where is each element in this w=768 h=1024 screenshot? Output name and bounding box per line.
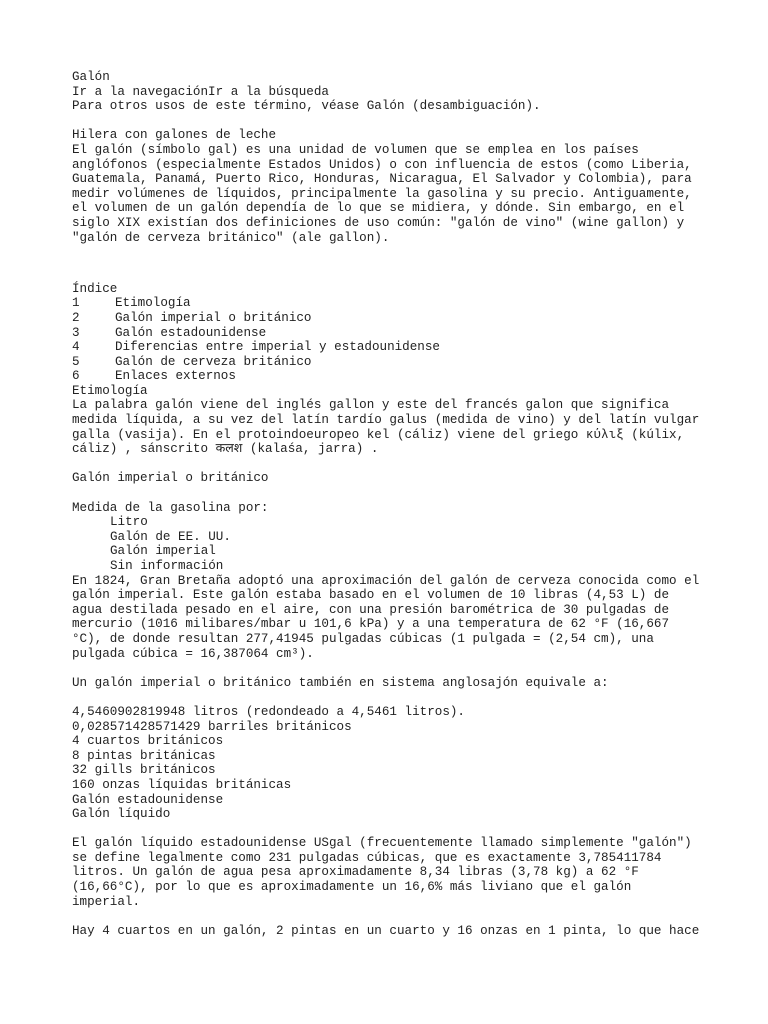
equivalence-item: 8 pintas británicas [72, 748, 216, 763]
toc-label[interactable]: Galón imperial o británico [115, 310, 312, 325]
equivalence-item: 160 onzas líquidas británicas [72, 777, 292, 792]
us-line: El galón líquido estadounidense USgal (frecuentemente llamado simplemente "galón") [72, 836, 692, 851]
intro-line: el volumen de un galón dependía de lo que se midiera, y dónde. Sin embargo, en el [72, 201, 685, 216]
document-body [72, 70, 712, 938]
intro-line: siglo XIX existían dos definiciones de uso común: "galón de vino" (wine gallon) y [72, 215, 685, 230]
toc-label[interactable]: Etimología [115, 296, 191, 311]
toc-label[interactable]: Enlaces externos [115, 369, 236, 384]
imperial-line: °C), de donde resultan 277,41945 pulgadas cúbicas (1 pulgada = (2,54 cm), una [72, 631, 654, 646]
toc-item[interactable] [72, 311, 712, 326]
toc-number: 2 [72, 310, 80, 325]
image-caption: Hilera con galones de leche [72, 128, 277, 143]
etymology-line: La palabra galón viene del inglés gallon y este del francés galon que significa [72, 398, 670, 413]
imperial-line: En 1824, Gran Bretaña adoptó una aproximación del galón de cerveza conocida como el [72, 573, 700, 588]
us-line: se define legalmente como 231 pulgadas cúbicas, que es exactamente 3,785411784 [72, 850, 662, 865]
intro-line: medir volúmenes de líquidos, principalmente la gasolina y su precio. Antiguamente, [72, 186, 692, 201]
equivalence-intro: Un galón imperial o británico también en sistema anglosajón equivale a: [72, 675, 609, 690]
toc-number: 5 [72, 354, 80, 369]
equivalence-item: 0,028571428571429 barriles británicos [72, 719, 352, 734]
equivalence-item: 4,5460902819948 litros (redondeado a 4,5461 litros). [72, 704, 465, 719]
map-legend-item: Galón imperial [110, 544, 216, 559]
intro-line: anglófonos (especialmente Estados Unidos) o con influencia de estos (como Liberia, [72, 157, 692, 172]
toc-label[interactable]: Galón de cerveza británico [115, 354, 312, 369]
map-legend-item: Galón de EE. UU. [110, 529, 231, 544]
us-line: (16,66°C), por lo que es aproximadamente un 16,6% más liviano que el galón [72, 880, 632, 895]
us-line: imperial. [72, 894, 141, 909]
page-title: Galón [72, 70, 110, 84]
imperial-line: galón imperial. Este galón estaba basado en el volumen de 10 libras (4,53 L) de [72, 588, 670, 603]
toc-item[interactable] [72, 340, 712, 355]
etymology-line: galla (vasija). En el protoindoeuropeo kel (cáliz) viene del griego κύλιξ (kúlix, [72, 427, 685, 442]
imperial-line: agua destilada pesado en el aire, con una presión barométrica de 30 pulgadas de [72, 602, 670, 617]
intro-line: Guatemala, Panamá, Puerto Rico, Honduras, Nicaragua, El Salvador y Colombia), para [72, 172, 692, 187]
equivalence-item: 4 cuartos británicos [72, 734, 224, 749]
toc-number: 3 [72, 325, 80, 340]
us-line: litros. Un galón de agua pesa aproximadamente 8,34 libras (3,78 kg) a 62 °F [72, 865, 639, 880]
disambiguation-note: Para otros usos de este término, véase Galón (desambiguación). [72, 99, 541, 114]
subsection-heading-liquid: Galón líquido [72, 807, 171, 822]
imperial-line: mercurio (1016 milibares/mbar u 101,6 kPa) y a una temperatura de 62 °F (16,667 [72, 617, 670, 632]
intro-line: El galón (símbolo gal) es una unidad de volumen que se emplea en los países [72, 142, 639, 157]
equivalence-item: 32 gills británicos [72, 763, 216, 778]
map-legend-item: Sin información [110, 559, 224, 573]
map-caption: Medida de la gasolina por: [72, 500, 269, 515]
etymology-line: cáliz) , sánscrito कलश (kalaśa, jarra) . [72, 442, 379, 457]
toc-item[interactable] [72, 296, 712, 311]
intro-line: "galón de cerveza británico" (ale gallon). [72, 230, 390, 245]
us-last-line: Hay 4 cuartos en un galón, 2 pintas en un cuarto y 16 onzas en 1 pinta, lo que hace [72, 923, 700, 938]
toc-label[interactable]: Diferencias entre imperial y estadounidense [115, 340, 440, 355]
section-heading-us: Galón estadounidense [72, 792, 224, 807]
toc-number: 6 [72, 369, 80, 384]
toc-heading: Índice [72, 281, 118, 296]
etymology-line: medida líquida, a su vez del latín tardío galus (medida de vino) y del latín vulgar [72, 413, 700, 428]
toc-item[interactable] [72, 326, 712, 341]
toc-item[interactable] [72, 369, 712, 384]
toc-item[interactable] [72, 355, 712, 370]
map-legend-item: Litro [110, 515, 148, 530]
section-heading-imperial: Galón imperial o británico [72, 471, 269, 486]
toc-number: 4 [72, 340, 80, 355]
toc-number: 1 [72, 296, 80, 311]
toc-label[interactable]: Galón estadounidense [115, 325, 267, 340]
skip-navigation-links[interactable]: Ir a la navegaciónIr a la búsqueda [72, 84, 329, 99]
section-heading-etymology: Etimología [72, 383, 148, 398]
imperial-line: pulgada cúbica = 16,387064 cm³). [72, 646, 314, 661]
